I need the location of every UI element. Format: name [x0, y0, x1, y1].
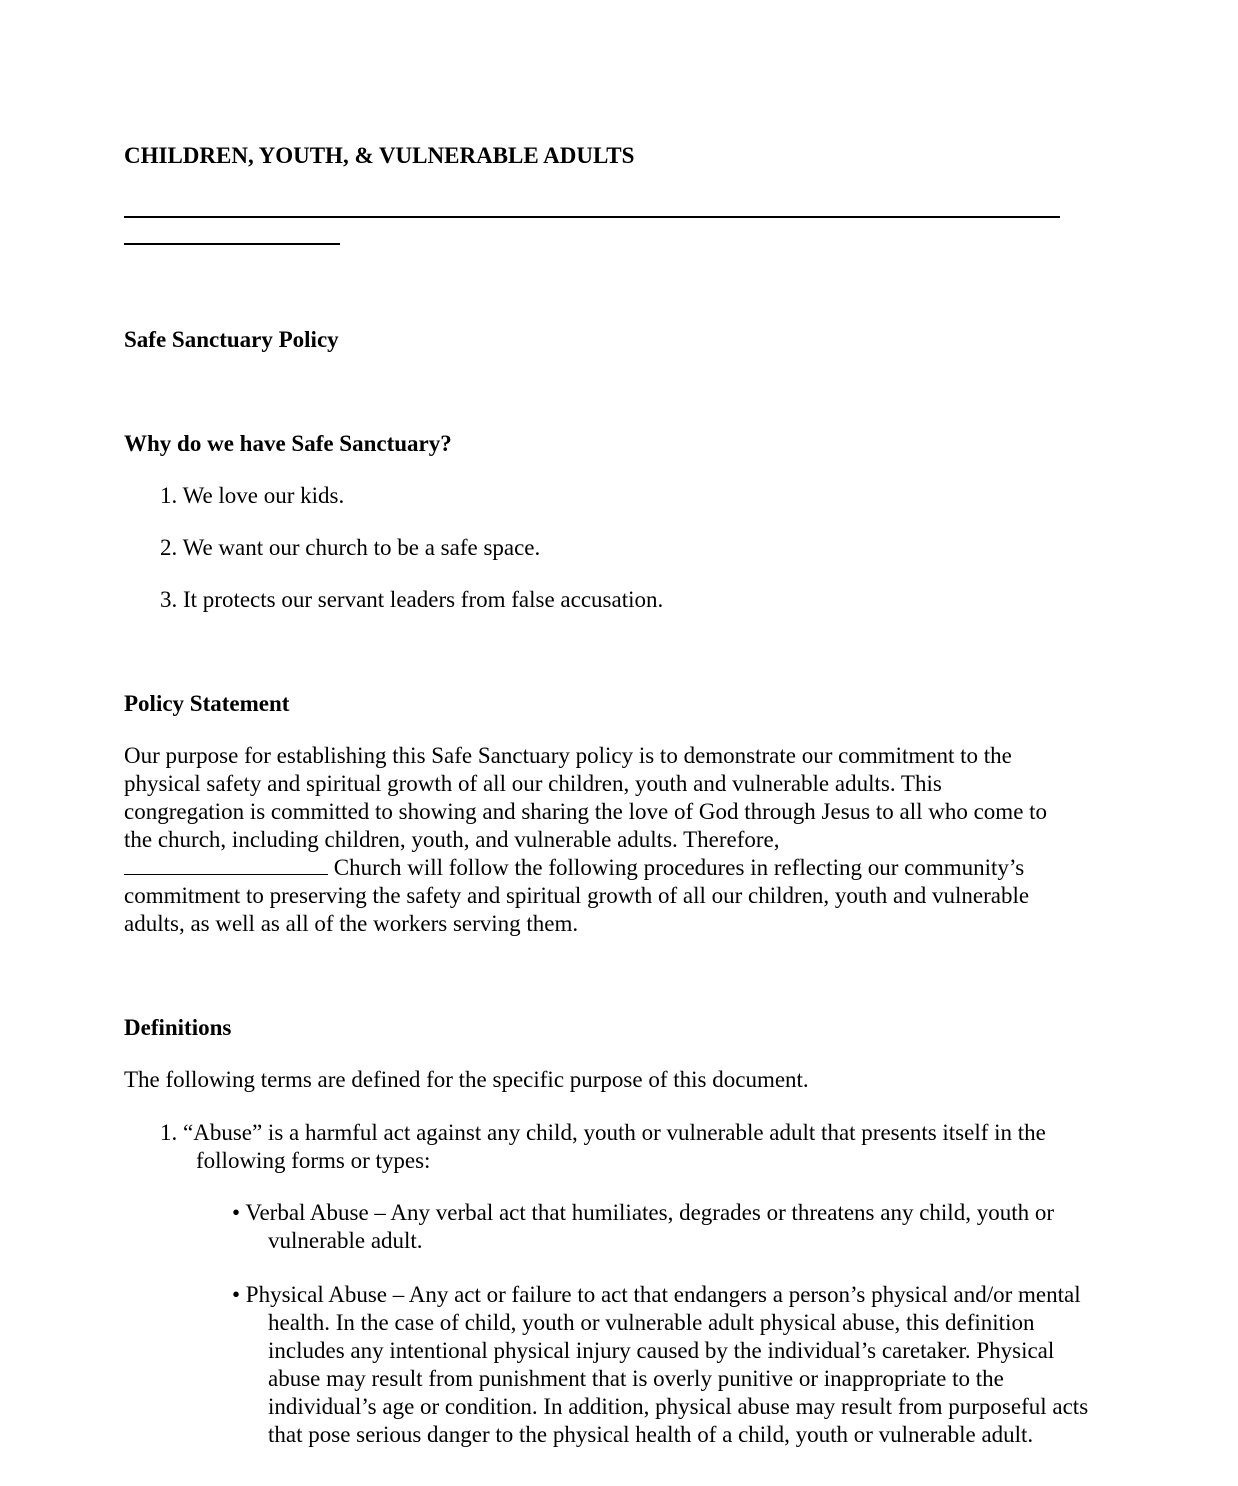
title-underline-short: [124, 243, 340, 245]
bullet-physical-abuse: • Physical Abuse – Any act or failure to act that endangers a person’s physical and/or mental health. In the case of child, youth or vulnerable adult physical abuse, this definition includes any intentional physical injury caused by the individual’s caretaker. Physical abuse may result from punishment that is overly punitive or inappropriate to the individual’s age or condition. In addition, physical abuse may result from purposeful acts that pose serious danger to the physical health of a child, youth or vulnerable adult.: [232, 1282, 1089, 1447]
definition-abuse: 1. “Abuse” is a harmful act against any child, youth or vulnerable adult that presents itself in the following forms or types:: [160, 1120, 1046, 1173]
why-heading: Why do we have Safe Sanctuary?: [124, 431, 452, 456]
definitions-heading: Definitions: [124, 1015, 232, 1040]
church-name-blank[interactable]: [124, 856, 328, 875]
policy-heading: Safe Sanctuary Policy: [124, 327, 339, 352]
policy-statement-paragraph: [124, 742, 1064, 938]
statement-heading: Policy Statement: [124, 691, 290, 716]
bullet-verbal-abuse: • Verbal Abuse – Any verbal act that humiliates, degrades or threatens any child, youth or vulnerable adult.: [232, 1200, 1054, 1253]
why-item-1: 1. We love our kids.: [160, 483, 345, 508]
document-title: CHILDREN, YOUTH, & VULNERABLE ADULTS: [124, 143, 635, 168]
statement-text-part1: Our purpose for establishing this Safe Sanctuary policy is to demonstrate our commitment to the physical safety and spiritual growth of all our children, youth and vulnerable adults. This congregation is committed to showing and sharing the love of God through Jesus to all who come to the church, including children, youth, and vulnerable adults. Therefore,: [124, 743, 1048, 852]
title-underline-long: [124, 216, 1060, 218]
definitions-intro: The following terms are defined for the specific purpose of this document.: [124, 1067, 809, 1092]
why-item-2: 2. We want our church to be a safe space.: [160, 535, 541, 560]
statement-text-part2: Church will follow the following procedures in reflecting our community’s commitment to preserving the safety and spiritual growth of all our children, youth and vulnerable adults, as well as all of the workers serving them.: [124, 855, 1030, 936]
why-item-3: 3. It protects our servant leaders from false accusation.: [160, 587, 664, 612]
